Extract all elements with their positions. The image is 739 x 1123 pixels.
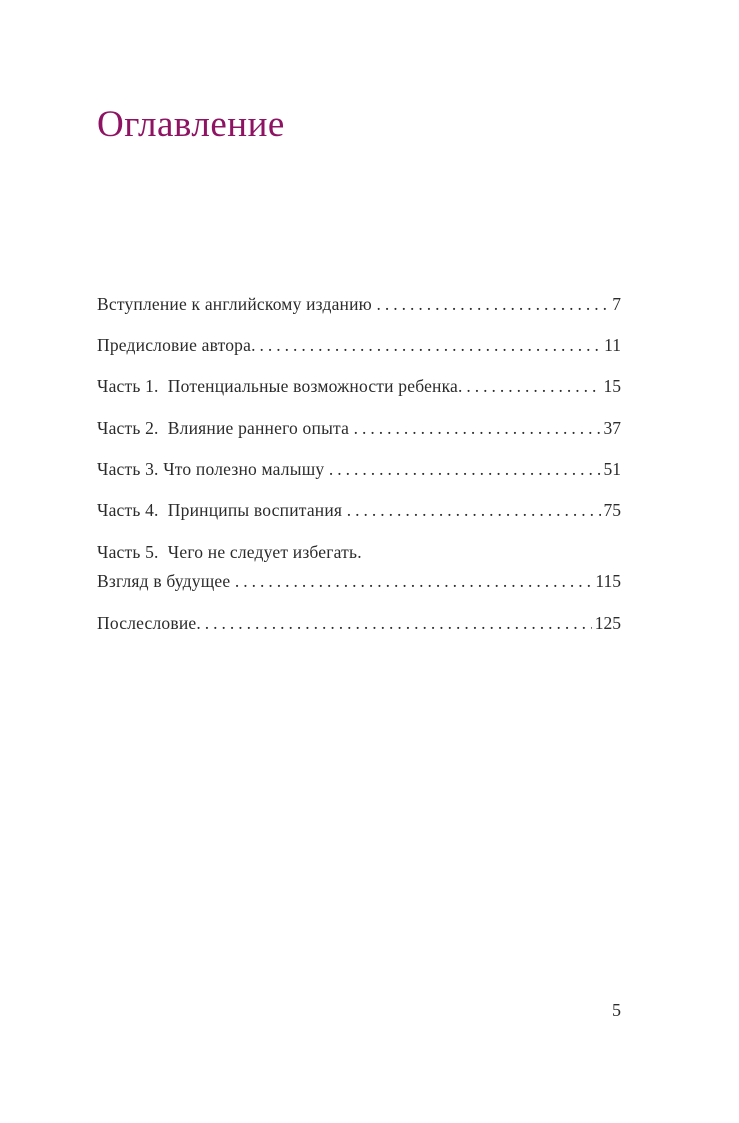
toc-entry-label: Часть 1. Потенциальные возможности ребенка: [97, 376, 459, 397]
toc-entry-page: 37: [603, 417, 621, 438]
toc-entry-page: 15: [603, 376, 621, 397]
toc-entry: [97, 614, 621, 632]
page-number: 5: [612, 1000, 621, 1020]
toc-entry-label: Предисловие автора: [97, 334, 252, 355]
toc-entry: [97, 377, 621, 395]
toc-entry-page: 51: [603, 459, 621, 480]
page-title: Оглавление: [97, 104, 285, 145]
toc-entry-page: 7: [612, 293, 621, 314]
toc-dot-leader: [458, 377, 600, 395]
toc-list: [97, 295, 621, 632]
toc-entry: [97, 295, 621, 313]
toc-dot-leader: [251, 336, 601, 354]
toc-entry: [97, 419, 621, 437]
toc-dot-leader: [347, 501, 601, 519]
toc-entry: [97, 460, 621, 478]
toc-entry: [97, 336, 621, 354]
toc-entry-page: 115: [595, 571, 621, 592]
toc-entry-label: Часть 5. Чего не следует избегать.: [97, 541, 362, 562]
toc-entry: [97, 543, 621, 561]
toc-entry-label: Взгляд в будущее: [97, 571, 235, 592]
toc-dot-leader: [377, 295, 610, 313]
toc-entry-label: Часть 4. Принципы воспитания: [97, 500, 347, 521]
toc-dot-leader: [235, 572, 592, 590]
toc-dot-leader: [329, 460, 601, 478]
page-content: [97, 0, 621, 655]
toc-dot-leader: [196, 614, 591, 632]
toc-entry-label: Послесловие: [97, 612, 197, 633]
toc-entry-label: Часть 3. Что полезно малышу: [97, 459, 329, 480]
toc-entry-label: Вступление к английскому изданию: [97, 293, 377, 314]
toc-entry-page: 125: [594, 612, 621, 633]
toc-entry-label: Часть 2. Влияние раннего опыта: [97, 417, 354, 438]
toc-entry: [97, 501, 621, 519]
toc-entry: [97, 572, 621, 590]
toc-entry-page: 11: [604, 334, 621, 355]
toc-dot-leader: [354, 419, 601, 437]
toc-entry-page: 75: [603, 500, 621, 521]
